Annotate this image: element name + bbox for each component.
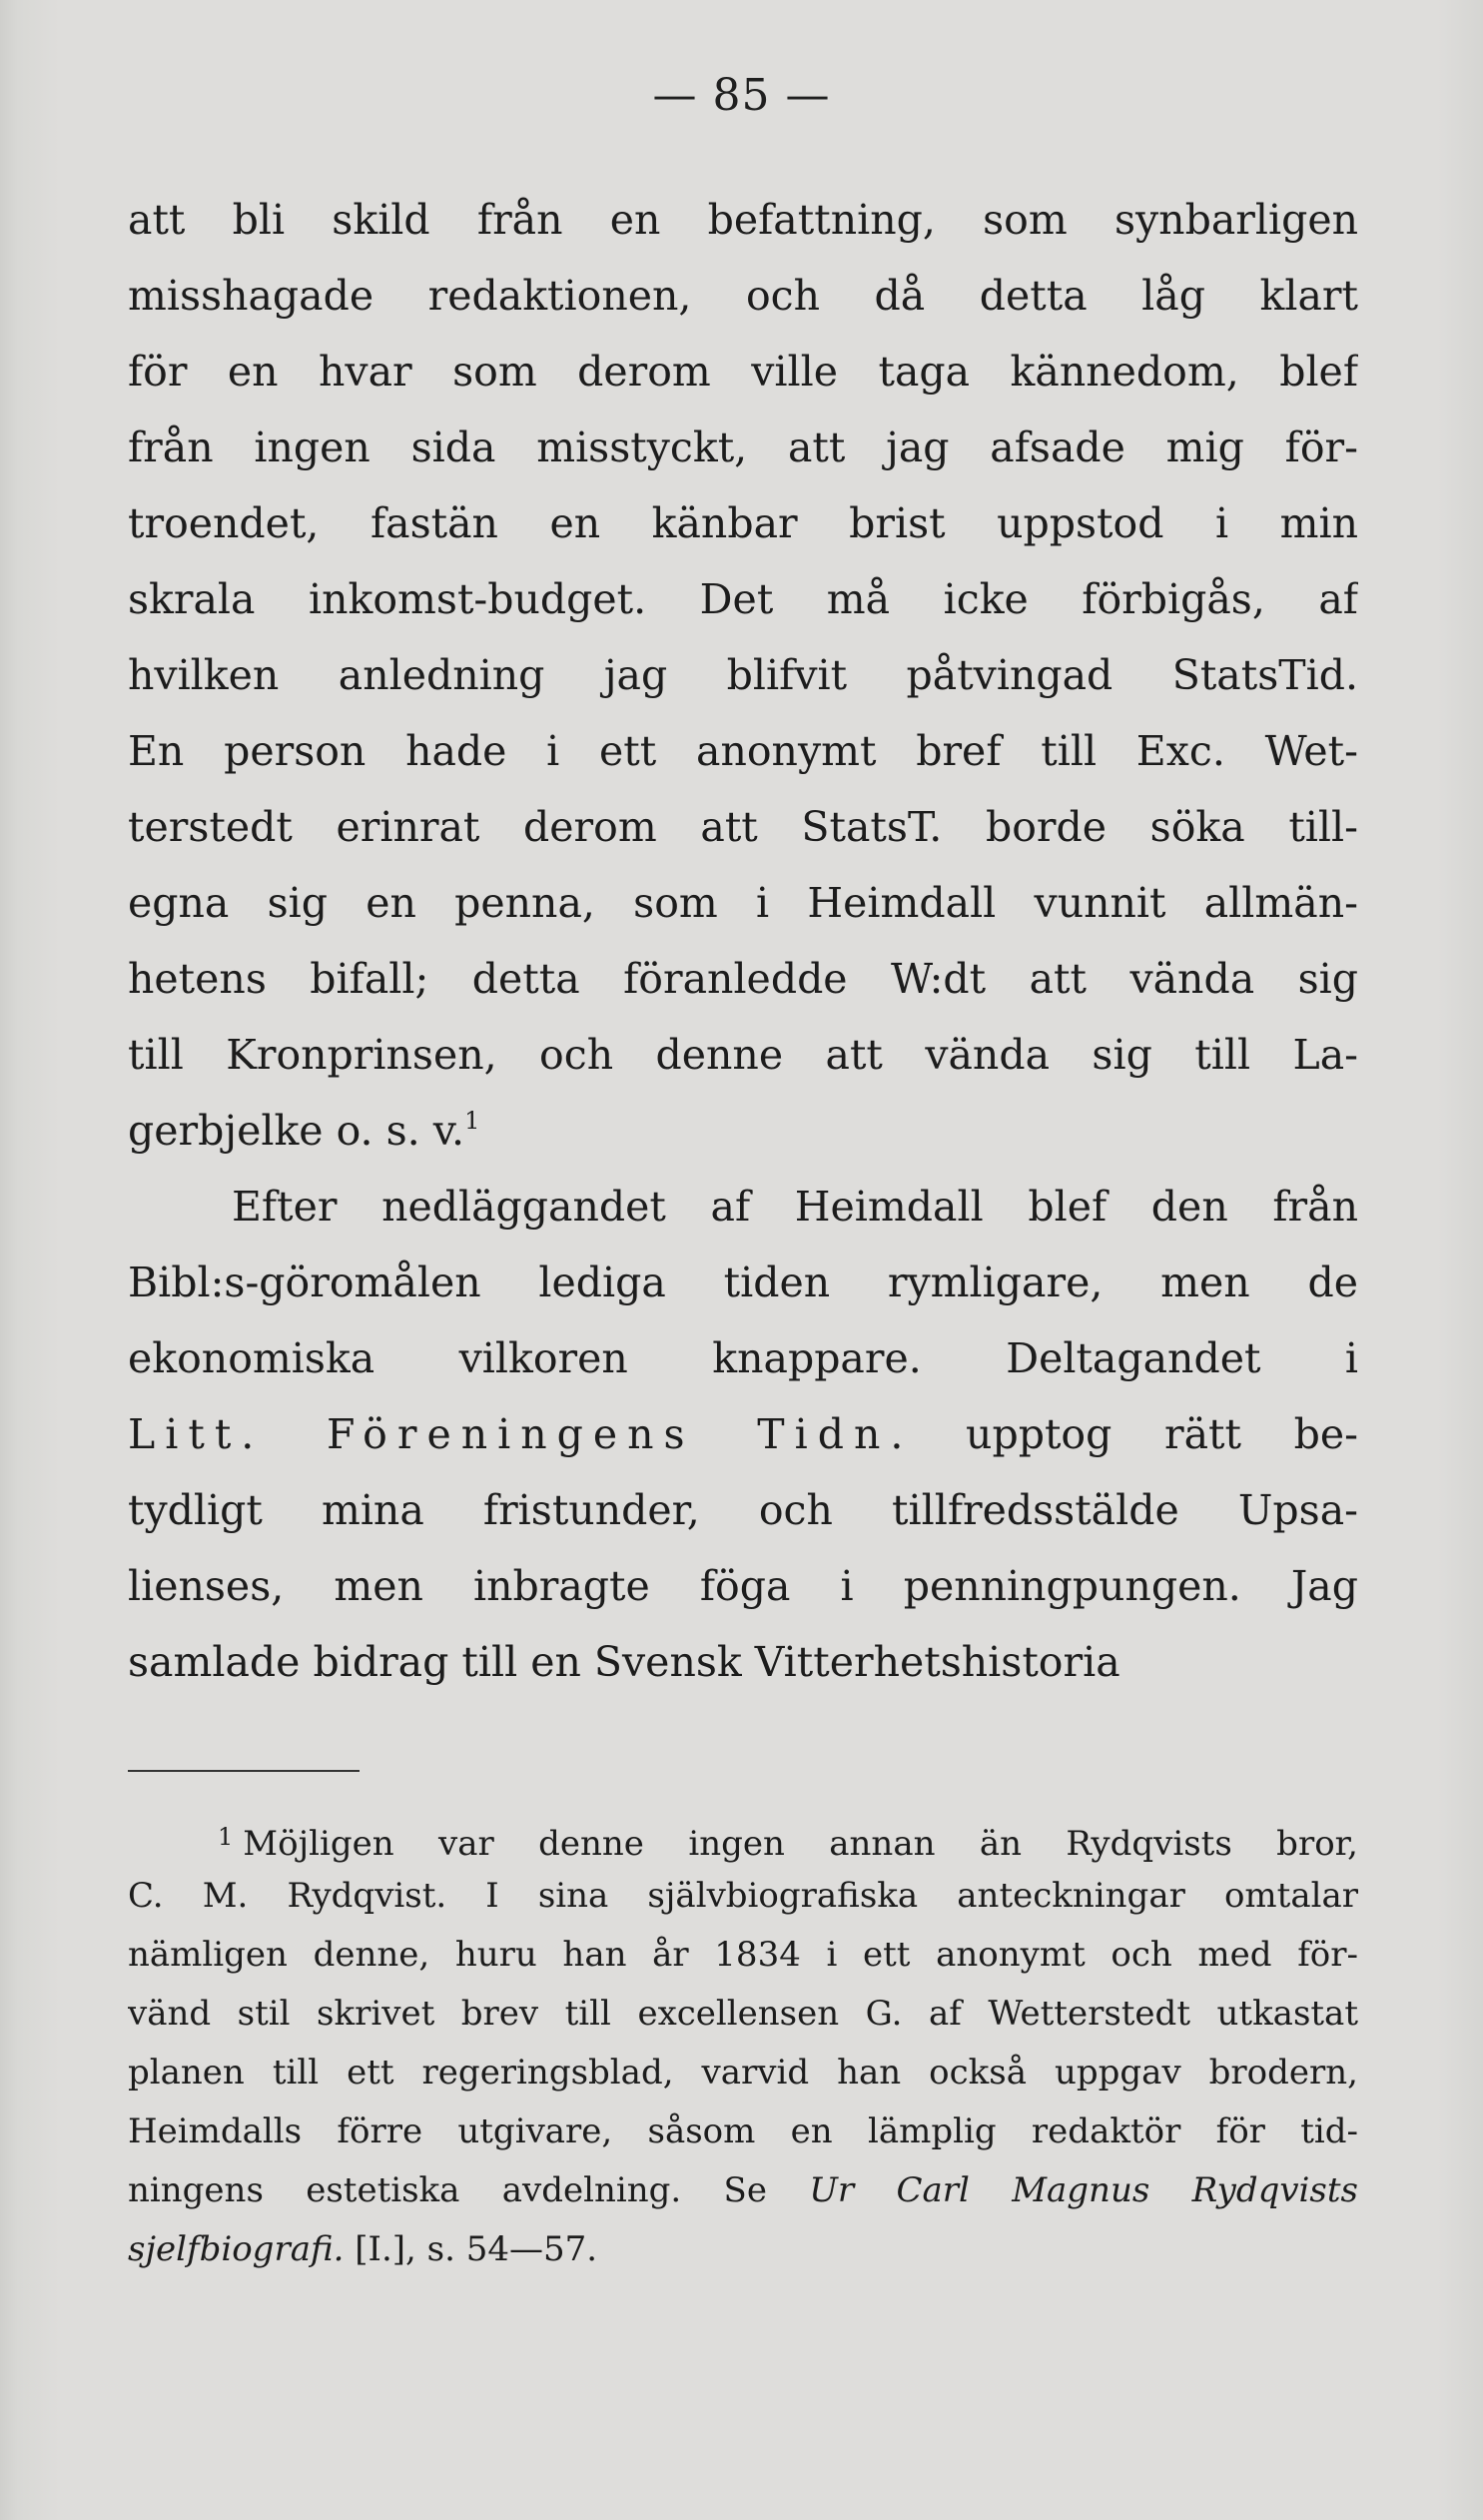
- footnote-line: nämligen denne, huru han år 1834 i ett anonymt och med för-: [128, 1935, 1358, 1975]
- text-line: terstedt erinrat derom att StatsT. borde söka till-: [128, 803, 1358, 851]
- text-line: för en hvar som derom ville taga kännedom, blef: [128, 348, 1358, 396]
- text-line: till Kronprinsen, och denne att vända sig till La-: [128, 1031, 1358, 1079]
- text-line: Bibl:s-göromålen lediga tiden rymligare, men de: [128, 1259, 1358, 1306]
- main-text: [128, 182, 1358, 1700]
- footnote-line: [128, 2220, 1358, 2279]
- footnote-line: [128, 2161, 1358, 2220]
- text-line: samlade bidrag till en Svensk Vitterhetshistoria: [128, 1638, 1120, 1686]
- text-line: tydligt mina fristunder, och tillfredsstälde Upsa-: [128, 1486, 1358, 1534]
- text-line: [128, 1396, 1358, 1472]
- text-line: Efter nedläggandet af Heimdall blef den från: [232, 1183, 1358, 1231]
- footnote-divider: [128, 1770, 360, 1772]
- footnote-reference: 1: [464, 1107, 480, 1135]
- footnote-line-content: Möjligen var denne ingen annan än Rydqvists bror,: [243, 1824, 1358, 1864]
- spaced-title: Litt. Föreningens Tidn.: [128, 1410, 914, 1458]
- text-line: misshagade redaktionen, och då detta låg klart: [128, 272, 1358, 320]
- footnote: [128, 1808, 1358, 2279]
- text-line: En person hade i ett anonymt bref till Exc. Wet-: [128, 727, 1358, 775]
- footnote-mark: 1: [218, 1823, 234, 1851]
- text-line: hetens bifall; detta föranledde W:dt att vända sig: [128, 955, 1358, 1003]
- footnote-line: [128, 1808, 1358, 1867]
- footnote-line: planen till ett regeringsblad, varvid han också uppgav brodern,: [128, 2053, 1358, 2093]
- text-line-content: gerbjelke o. s. v.: [128, 1107, 465, 1155]
- text-line: hvilken anledning jag blifvit påtvingad StatsTid.: [128, 651, 1358, 699]
- footnote-line: C. M. Rydqvist. I sina självbiografiska anteckningar omtalar: [128, 1876, 1358, 1916]
- text-line: egna sig en penna, som i Heimdall vunnit allmän-: [128, 879, 1358, 927]
- footnote-line: vänd stil skrivet brev till excellensen G. af Wetterstedt utkastat: [128, 1994, 1358, 2034]
- text-line: lienses, men inbragte föga i penningpungen. Jag: [128, 1562, 1358, 1610]
- book-title-cont: sjelfbiografi.: [128, 2229, 345, 2269]
- footnote-line: Heimdalls förre utgivare, såsom en lämplig redaktör för tid-: [128, 2111, 1358, 2151]
- text-line: från ingen sida misstyckt, att jag afsade mig för-: [128, 423, 1358, 471]
- text-line-content: upptog rätt be-: [966, 1410, 1358, 1458]
- text-line: ekonomiska vilkoren knappare. Deltagandet i: [128, 1334, 1358, 1382]
- footnote-line-content: [I.], s. 54—57.: [355, 2229, 598, 2269]
- text-line: skrala inkomst-budget. Det må icke förbigås, af: [128, 575, 1358, 623]
- page-number: — 85 —: [652, 70, 831, 121]
- footnote-line-content: ningens estetiska avdelning. Se: [128, 2170, 767, 2210]
- text-line: att bli skild från en befattning, som synbarligen: [128, 196, 1358, 244]
- text-line: [128, 1093, 1358, 1169]
- text-line: troendet, fastän en känbar brist uppstod i min: [128, 499, 1358, 547]
- book-title: Ur Carl Magnus Rydqvists: [809, 2170, 1358, 2210]
